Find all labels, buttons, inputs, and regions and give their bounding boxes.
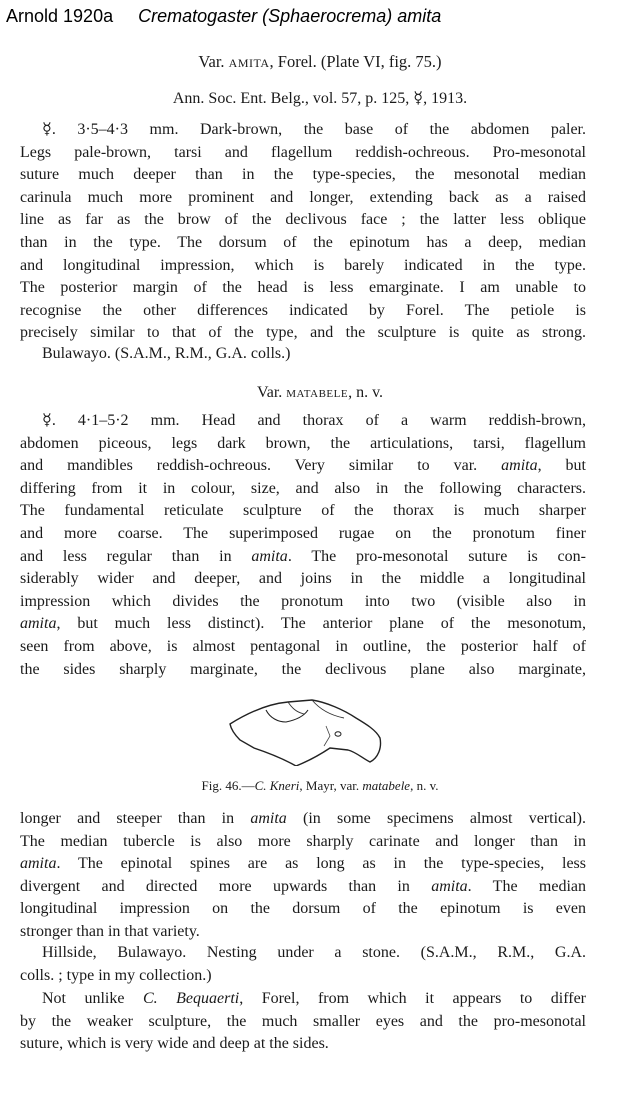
var-matabele-description [20,410,586,681]
text-line: longitudinal impression on the dorsum of the epinotum is even [20,900,586,918]
text-line: impression which divides the pronotum into two (visible also in [20,592,586,610]
carinula-line [288,702,304,714]
text-line: Hillside, Bulawayo. Nesting under a stone. (S.A.M., R.M., G.A. [42,944,586,961]
text-line: Legs pale-brown, tarsi and flagellum reddish-ochreous. Pro-mesonotal [20,143,586,161]
text-line: The median tubercle is also more sharply carinate and longer than in [20,832,586,850]
text-line: line as far as the brow of the declivous face ; the latter less oblique [20,211,586,229]
var-amita-locality [20,343,586,366]
text-line: Not unlike C. Bequaerti, Forel, from which it appears to differ [42,990,587,1007]
heading-prefix: Var. [198,52,229,71]
text-line: suture, which is very wide and deep at the sides. [20,1035,329,1053]
text-line: ☿. 4·1–5·2 mm. Head and thorax of a warm reddish-brown, [42,412,586,429]
text-line: The fundamental reticulate sculpture of the thorax is much sharper [20,502,586,520]
text-line: siderably wider and deeper, and joins in the middle a longitudinal [20,570,586,588]
var-matabele-locality [20,942,586,987]
thorax-outline [230,700,381,766]
page-header [6,6,441,27]
var-amita-heading [0,52,640,72]
heading-prefix: Var. [256,384,287,401]
text-line: divergent and directed more upwards than in amita. The median [20,877,586,895]
text-line: and less regular than in amita. The pro-mesonotal suture is con- [20,547,586,565]
text-line: Bulawayo. (S.A.M., R.M., G.A. colls.) [42,345,291,362]
text-line: recognise the other differences indicated by Forel. The petiole is [20,301,586,319]
text-line: longer and steeper than in amita (in some specimens almost vertical). [20,810,586,827]
side-marginal-line [324,726,330,746]
reference-label: Arnold 1920a [6,6,114,26]
heading-suffix: , Forel. (Plate VI, fig. 75.) [269,52,442,71]
text-line: and longitudinal impression, which is barely indicated in the type. [20,256,586,274]
text-line: The posterior margin of the head is less emarginate. I am unable to [20,279,586,297]
var-matabele-heading [0,384,640,402]
text-line: amita. The epinotal spines are as long as in the type-species, less [20,855,586,873]
heading-name: amita [228,52,270,71]
var-amita-description [20,119,586,345]
text-line: precisely similar to that of the type, and the sculpture is quite as strong. [20,324,586,342]
text-line: ☿. 3·5–4·3 mm. Dark-brown, the base of the abdomen paler. [42,121,586,138]
text-line: suture much deeper than in the type-species, the mesonotal median [20,166,586,184]
text-line: the sides sharply marginate, the declivous plane also marginate, [20,660,586,678]
text-line: by the weaker sculpture, the much smaller eyes and the pro-mesonotal [20,1012,586,1030]
text-line: colls. ; type in my collection.) [20,966,212,984]
figure-caption: Fig. 46.—C. Kneri, Mayr, var. matabele, n. v. [201,778,439,793]
thorax-figure [226,696,386,766]
var-matabele-remark [20,988,586,1056]
var-amita-citation: Ann. Soc. Ent. Belg., vol. 57, p. 125, ☿, 1913. [172,90,468,107]
var-matabele-continuation [20,808,586,944]
heading-suffix: , n. v. [348,384,384,401]
spiracle-mark [335,732,341,736]
suture-line [266,710,308,722]
text-line: seen from above, is almost pentagonal in outline, the posterior half of [20,637,586,655]
text-line: differing from it in colour, size, and also in the following characters. [20,479,586,497]
text-line: and mandibles reddish-ochreous. Very similar to var. amita, but [20,457,586,475]
text-line: stronger than in that variety. [20,922,200,940]
taxon-label: Crematogaster (Sphaerocrema) amita [138,6,442,26]
text-line: than in the type. The dorsum of the epinotum has a deep, median [20,233,586,251]
text-line: amita, but much less distinct). The anterior plane of the mesonotum, [20,615,586,633]
text-line: carinula much more prominent and longer, extending back as a raised [20,188,586,206]
text-line: abdomen piceous, legs dark brown, the articulations, tarsi, flagellum [20,434,586,452]
heading-name: matabele [286,384,349,401]
text-line: and more coarse. The superimposed rugae on the pronotum finer [20,524,586,542]
